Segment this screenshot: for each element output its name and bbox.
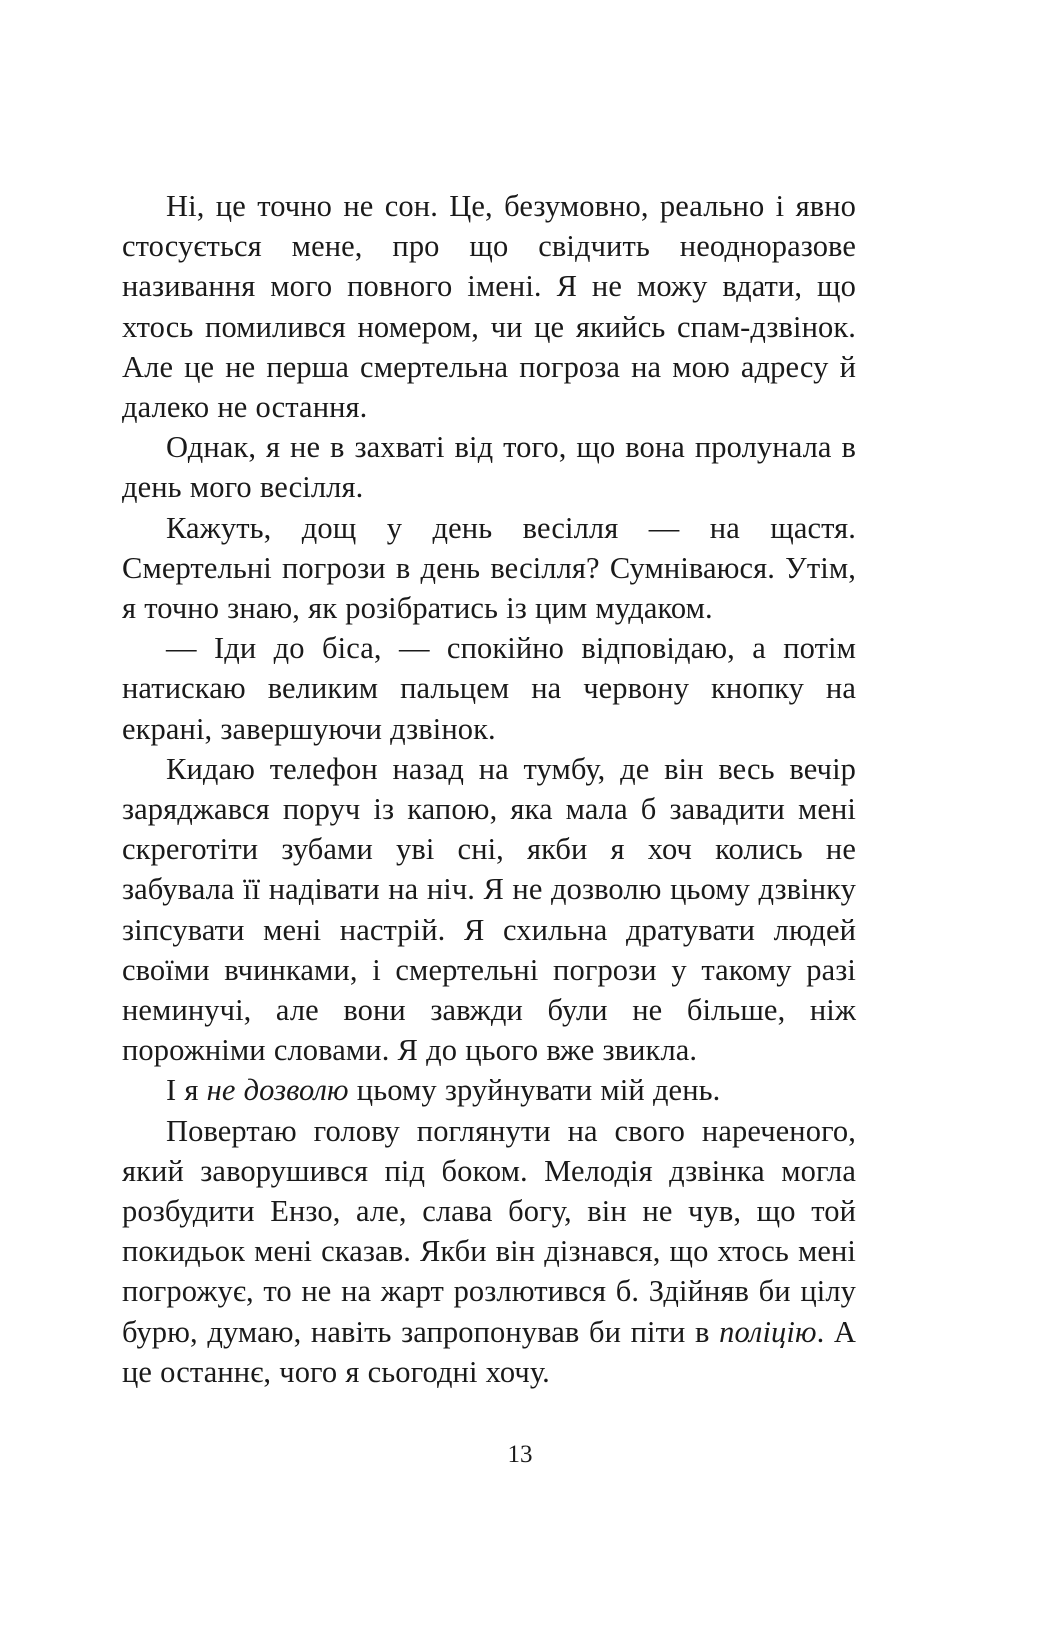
page-number: 13: [507, 1441, 533, 1468]
paragraph-4: — Іди до біса, — спокійно відповідаю, а потім натискаю великим пальцем на червону кнопку на екрані, завершуючи дзвінок.: [122, 631, 856, 746]
paragraph-7-emphasis: поліцію: [719, 1314, 817, 1349]
paragraph-2: Однак, я не в захваті від того, що вона пролунала в день мого весілля.: [122, 430, 856, 505]
paragraph-6-prefix: І я: [166, 1073, 207, 1108]
paragraph-7-suffix: . А це останнє, чого я сьогодні хочу.: [122, 1314, 856, 1389]
paragraph-6-suffix: цьому зруйнувати мій день.: [348, 1073, 721, 1108]
paragraph-7-prefix: Повертаю голову поглянути на свого нареченого, який заворушився під боком. Мелодія дзвінка могла розбудити Ензо, але, слава богу, він не чув, що той покидьок мені сказав. Якби він дізнався, що хтось мені погрожує, то не на жарт розлютився б. Здійняв би цілу бурю, думаю, навіть запропонував би піти в: [122, 1113, 856, 1349]
paragraph-6: [122, 1070, 856, 1110]
paragraph-5: Кидаю телефон назад на тумбу, де він весь вечір заряджався поруч із капою, яка мала б завадити мені скреготіти зубами уві сні, якби я хоч колись не забувала її надівати на ніч. Я не дозволю цьому дзвінку зіпсувати мені настрій. Я схильна дратувати людей своїми вчинками, і смертельні погрози у такому разі неминучі, але вони завжди були не більше, ніж порожніми словами. Я до цього вже звикла.: [122, 751, 856, 1068]
page-text-block: [122, 186, 856, 1392]
paragraph-3: Кажуть, дощ у день весілля — на щастя. Смертельні погрози в день весілля? Сумніваюся. Утім, я точно знаю, як розібратись із цим мудаком.: [122, 510, 856, 626]
paragraph-7: [122, 1111, 856, 1392]
paragraph-1: Ні, це точно не сон. Це, безумовно, реально і явно стосується мене, про що свідчить неодноразове називання мого повного імені. Я не можу вдати, що хтось помилився номером, чи це якийсь спам-дзвінок. Але це не перша смертельна погроза на мою адресу й далеко не остання.: [122, 189, 856, 425]
paragraph-6-emphasis: не дозволю: [206, 1073, 349, 1108]
